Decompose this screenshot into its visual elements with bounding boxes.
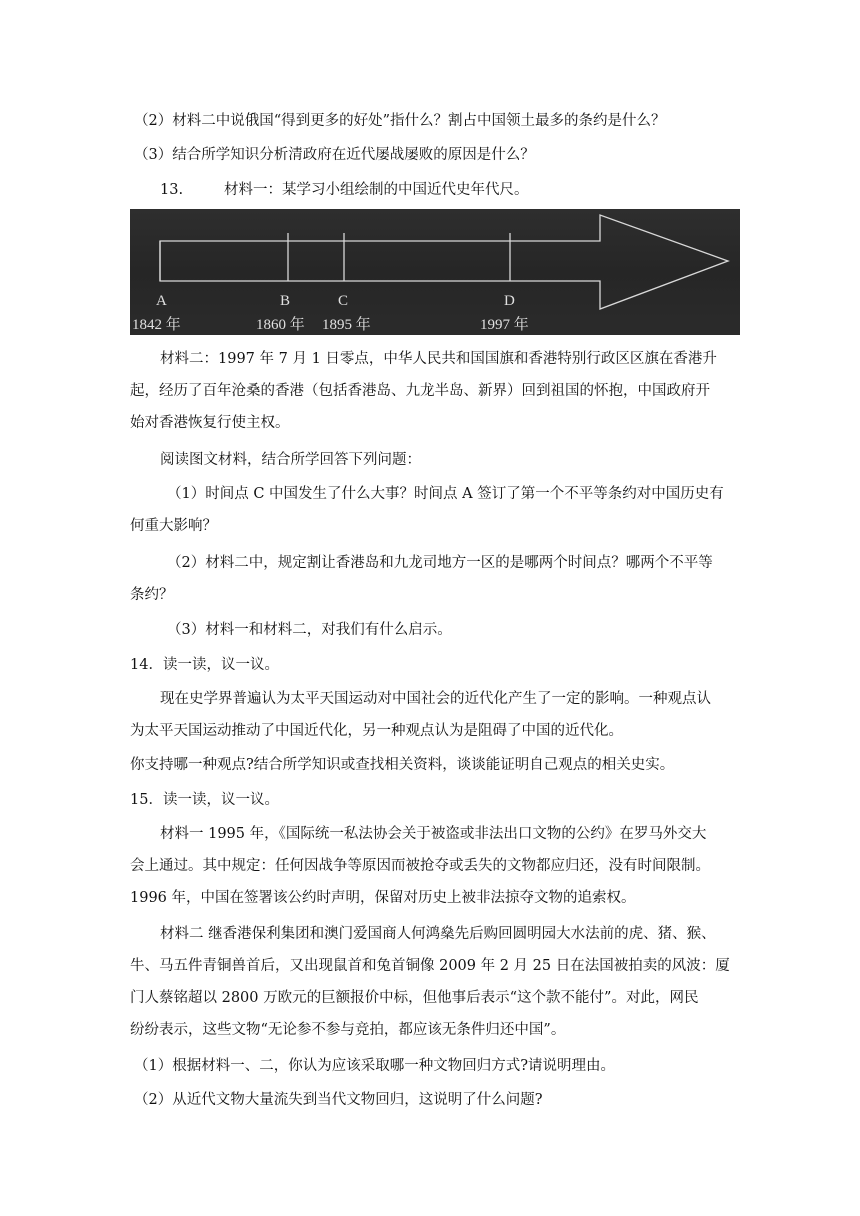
timeline-letter-c: C xyxy=(338,293,349,309)
timeline-arrow-shape xyxy=(160,215,728,309)
question-13-2-line-1: （2）材料二中，规定割让香港岛和九龙司地方一区的是哪两个时间点？哪两个不平等 xyxy=(167,555,713,571)
question-15-material-2-line-4: 纷纷表示，这些文物“无论参不参与竞拍，都应该无条件归还中国”。 xyxy=(130,1022,566,1038)
question-15-2: （2）从近代文物大量流失到当代文物回归，这说明了什么问题? xyxy=(134,1092,543,1108)
question-15-1: （1）根据材料一、二，你认为应该采取哪一种文物回归方式?请说明理由。 xyxy=(134,1058,615,1074)
reading-instruction: 阅读图文材料，结合所学回答下列问题： xyxy=(160,452,421,468)
timeline-letter-d: D xyxy=(504,293,515,309)
timeline-letter-a: A xyxy=(156,293,167,309)
timeline-year-d: 1997 年 xyxy=(480,317,529,333)
question-15-material-2-line-1: 材料二 继香港保利集团和澳门爱国商人何鸿燊先后购回圆明园大水法前的虎、猪、猴、 xyxy=(160,926,716,942)
question-12-2: （2）材料二中说俄国“得到更多的好处”指什么？割占中国领土最多的条约是什么？ xyxy=(134,113,666,129)
question-14-paragraph-3: 你支持哪一种观点?结合所学知识或查找相关资料，谈谈能证明自己观点的相关史实。 xyxy=(130,757,675,773)
question-13-1-line-2: 何重大影响？ xyxy=(130,518,217,534)
timeline-year-c: 1895 年 xyxy=(322,317,371,333)
question-15-material-2-line-3: 门人蔡铭超以 2800 万欧元的巨额报价中标，但他事后表示“这个款不能付”。对此，网民 xyxy=(130,990,699,1006)
material-2-line-1: 材料二：1997 年 7 月 1 日零点，中华人民共和国国旗和香港特别行政区区旗在香港升 xyxy=(160,351,717,367)
question-14-paragraph-2: 为太平天国运动推动了中国近代化，另一种观点认为是阻碍了中国的近代化。 xyxy=(130,723,623,739)
timeline-year-a: 1842 年 xyxy=(132,317,181,333)
material-2-line-2: 起，经历了百年沧桑的香港（包括香港岛、九龙半岛、新界）回到祖国的怀抱，中国政府开 xyxy=(130,383,710,399)
question-12-3: （3）结合所学知识分析清政府在近代屡战屡败的原因是什么？ xyxy=(134,147,535,163)
material-2-line-3: 始对香港恢复行使主权。 xyxy=(130,415,290,431)
material-1-caption: 材料一：某学习小组绘制的中国近代史年代尺。 xyxy=(224,182,529,198)
question-13-1-line-1: （1）时间点 C 中国发生了什么大事？时间点 A 签订了第一个不平等条约对中国历史有 xyxy=(167,486,724,502)
question-15-material-1-line-1: 材料一 1995 年，《国际统一私法协会关于被盗或非法出口文物的公约》在罗马外交大 xyxy=(160,826,707,842)
timeline-letter-b: B xyxy=(280,293,291,309)
question-14-paragraph-1: 现在史学界普遍认为太平天国运动对中国社会的近代化产生了一定的影响。一种观点认 xyxy=(160,691,711,707)
timeline-figure xyxy=(130,209,740,335)
question-13-number: 13. xyxy=(160,182,184,198)
question-13-3: （3）材料一和材料二，对我们有什么启示。 xyxy=(167,622,452,638)
question-14-heading: 14．读一读，议一议。 xyxy=(130,657,279,673)
timeline-arrow xyxy=(130,209,740,335)
question-15-material-2-line-2: 牛、马五件青铜兽首后，又出现鼠首和兔首铜像 2009 年 2 月 25 日在法国被拍卖的风波：厦 xyxy=(130,958,730,974)
question-15-material-1-line-3: 1996 年，中国在签署该公约时声明，保留对历史上被非法掠夺文物的追索权。 xyxy=(130,890,636,906)
question-13-2-line-2: 条约？ xyxy=(130,587,174,603)
timeline-year-b: 1860 年 xyxy=(256,317,305,333)
question-15-material-1-line-2: 会上通过。其中规定：任何因战争等原因而被抢夺或丢失的文物都应归还，没有时间限制。 xyxy=(130,858,710,874)
question-15-heading: 15．读一读，议一议。 xyxy=(130,792,279,808)
